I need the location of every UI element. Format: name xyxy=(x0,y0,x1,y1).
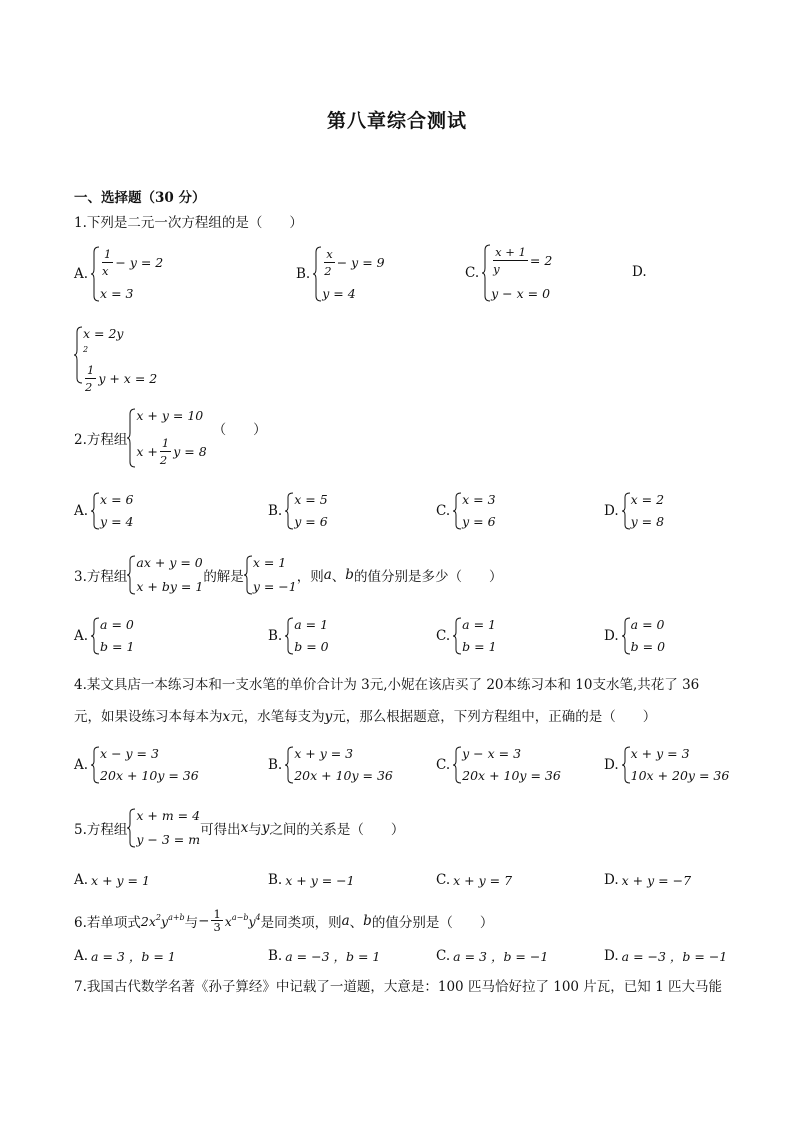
fraction: $\frac{1}{3}$ xyxy=(213,907,221,934)
brace-icon xyxy=(453,746,462,784)
q1-option-b[interactable] xyxy=(296,246,385,302)
q2-option-d[interactable]: D. x = 2 y = 8 xyxy=(604,492,665,529)
q1-option-c[interactable] xyxy=(465,244,552,302)
brace-icon xyxy=(622,746,631,784)
brace-icon xyxy=(453,617,462,655)
brace-icon xyxy=(127,555,136,595)
brace-icon xyxy=(622,617,631,655)
option-label: B. xyxy=(296,266,311,282)
brace-icon xyxy=(74,326,83,384)
equation-row: y + x = 2 xyxy=(98,370,158,386)
q2-option-b[interactable]: B. x = 5 y = 6 xyxy=(268,492,328,529)
equation-row: y = 4 xyxy=(322,286,356,301)
q1-option-d[interactable] xyxy=(74,326,158,394)
equation-row: = 2 xyxy=(529,252,553,268)
brace-icon xyxy=(91,246,100,302)
brace-icon xyxy=(622,492,631,530)
brace-icon xyxy=(453,492,462,530)
brace-icon xyxy=(313,246,322,302)
q5-option-b[interactable]: B. x + y = −1 xyxy=(268,872,355,888)
brace-icon xyxy=(244,555,253,595)
fraction: $\frac{x}{2}$ xyxy=(324,247,333,278)
q2-stem: 2.方程组 x + y = 10 x + $\frac{1}{2}$ y = 8 （ ） xyxy=(74,408,267,467)
monomial-1: $2x^2y^{a+b}$ xyxy=(140,912,185,929)
section-heading: 一、选择题（30 分） xyxy=(74,190,206,206)
q3-option-a[interactable]: A. a = 0 b = 1 xyxy=(74,617,135,654)
q5-option-c[interactable]: C. x + y = 7 xyxy=(436,872,513,888)
fraction: $\frac{1}{2}$ xyxy=(85,363,95,394)
page-title: 第八章综合测试 xyxy=(326,110,467,132)
q7-stem-line1: 7.我国古代数学名著《孙子算经》中记载了一道题，大意是：100 匹马恰好拉了 100 片瓦，已知 1 匹大马能 xyxy=(74,979,722,995)
brace-icon xyxy=(285,746,294,784)
brace-icon xyxy=(482,244,491,302)
option-label: D. xyxy=(632,264,647,280)
equation-row: x = 3 xyxy=(100,286,134,301)
equation-row: x = 2y $^2$ xyxy=(83,326,124,354)
q2-option-c[interactable]: C. x = 3 y = 6 xyxy=(436,492,496,529)
q4-option-d[interactable]: D. x + y = 3 10x + 20y = 36 xyxy=(604,746,730,783)
q3-stem: 3.方程组 ax + y = 0 x + by = 1 的解是 x = 1 y = −1 ，则 a 、 b 的值分别是多少（ ） xyxy=(74,555,503,594)
q6-option-d[interactable]: D. a = −3 ，b = −1 xyxy=(604,948,728,964)
equation-row: y − x = 0 xyxy=(491,286,551,301)
q2-option-a[interactable]: A. x = 6 y = 4 xyxy=(74,492,134,529)
q1-option-d-label[interactable] xyxy=(632,264,647,280)
brace-icon xyxy=(91,617,100,655)
q4-option-a[interactable]: A. x − y = 3 20x + 10y = 36 xyxy=(74,746,199,783)
brace-icon xyxy=(91,746,100,784)
equation-row: − y = 9 xyxy=(336,254,385,270)
q3-option-d[interactable]: D. a = 0 b = 0 xyxy=(604,617,666,654)
equation-row: x + y = 10 xyxy=(136,408,204,423)
equation-row: − y = 2 xyxy=(115,254,164,270)
q1-option-a[interactable] xyxy=(74,246,163,302)
q5-option-d[interactable]: D. x + y = −7 xyxy=(604,872,692,888)
fraction: $\frac{x + 1}{y}$ xyxy=(493,245,526,276)
brace-icon xyxy=(285,492,294,530)
q1-stem: 1.下列是二元一次方程组的是（ ） xyxy=(74,215,303,231)
q4-stem-line1: 4.某文具店一本练习本和一支水笔的单价合计为 3元,小妮在该店买了 20本练习本和 10支水笔,共花了 36 xyxy=(74,677,700,693)
monomial-2: $x^{a-b}y^4$ xyxy=(224,912,261,929)
q4-option-c[interactable]: C. y − x = 3 20x + 10y = 36 xyxy=(436,746,561,783)
q6-stem: 6.若单项式 $2x^2y^{a+b}$ 与 − $\frac{1}{3}$ $x^{a-b}y^4$ 是同类项，则 a 、 b 的值分别是（ ） xyxy=(74,907,494,934)
q3-option-c[interactable]: C. a = 1 b = 1 xyxy=(436,617,497,654)
q5-stem: 5.方程组 x + m = 4 y − 3 = m 可得出 x 与 y 之间的关系是（ ） xyxy=(74,808,405,847)
q6-option-b[interactable]: B. a = −3 ，b = 1 xyxy=(268,948,381,964)
q3-option-b[interactable]: B. a = 1 b = 0 xyxy=(268,617,329,654)
q4-stem-line2: 元，如果设练习本每本为x元，水笔每支为y元，那么根据题意，下列方程组中，正确的是（ ） xyxy=(74,709,657,725)
q4-option-b[interactable]: B. x + y = 3 20x + 10y = 36 xyxy=(268,746,393,783)
brace-icon xyxy=(127,408,136,468)
q6-option-a[interactable]: A. a = 3 ，b = 1 xyxy=(74,948,176,964)
q5-option-a[interactable]: A. x + y = 1 xyxy=(74,872,150,888)
brace-icon xyxy=(285,617,294,655)
brace-icon xyxy=(91,492,100,530)
q6-option-c[interactable]: C. a = 3 ，b = −1 xyxy=(436,948,549,964)
fraction: $\frac{1}{x}$ xyxy=(102,247,112,278)
fraction: $\frac{1}{2}$ xyxy=(159,436,170,467)
option-label: A. xyxy=(74,266,89,282)
option-label: C. xyxy=(465,265,480,281)
